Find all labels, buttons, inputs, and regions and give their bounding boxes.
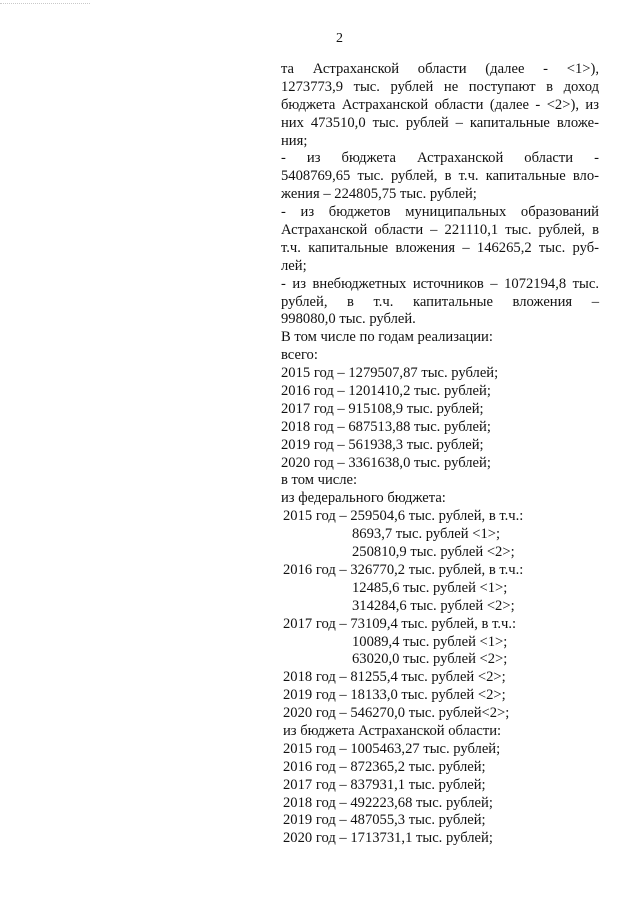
text-line: всего: (281, 347, 318, 364)
text-line: В том числе по годам реализации: (281, 329, 493, 346)
text-line: бюджета Астраханской области (далее - <2>), из (281, 96, 599, 113)
text-line: 2016 год – 1201410,2 тыс. рублей; (281, 383, 491, 400)
text-line: 10089,4 тыс. рублей <1>; (352, 633, 508, 650)
text-line: 1273773,9 тыс. рублей не поступают в доход (281, 78, 599, 95)
text-line: Астраханской области – 221110,1 тыс. рублей, в (281, 222, 599, 239)
text-line: из федерального бюджета: (281, 490, 446, 507)
text-line: та Астраханской области (далее - <1>), (281, 61, 599, 77)
text-line: 250810,9 тыс. рублей <2>; (352, 544, 515, 561)
page-number: 2 (336, 31, 343, 46)
text-line: 8693,7 тыс. рублей <1>; (352, 526, 501, 543)
text-line: жения – 224805,75 тыс. рублей; (281, 186, 477, 203)
text-line: - из внебюджетных источников – 1072194,8 тыс. (281, 275, 599, 292)
text-line: 2020 год – 3361638,0 тыс. рублей; (281, 454, 491, 471)
text-line: 2016 год – 872365,2 тыс. рублей; (283, 758, 486, 775)
text-line: 998080,0 тыс. рублей. (281, 311, 416, 328)
text-line: 2018 год – 81255,4 тыс. рублей <2>; (283, 669, 506, 686)
text-line: в том числе: (281, 472, 358, 489)
text-line: рублей, в т.ч. капитальные вложения – (281, 293, 599, 310)
text-line: них 473510,0 тыс. рублей – капитальные вложе- (281, 114, 599, 131)
text-line: 2020 год – 1713731,1 тыс. рублей; (283, 830, 493, 847)
text-line: 2017 год – 837931,1 тыс. рублей; (283, 776, 486, 793)
text-line: 2018 год – 687513,88 тыс. рублей; (281, 418, 491, 435)
text-line: 5408769,65 тыс. рублей, в т.ч. капитальные вло- (281, 168, 599, 185)
text-line: 2020 год – 546270,0 тыс. рублей<2>; (283, 705, 510, 722)
text-line: ния; (281, 132, 308, 149)
text-line: 314284,6 тыс. рублей <2>; (352, 597, 515, 614)
text-line: - из бюджетов муниципальных образований (281, 204, 599, 221)
text-line: 63020,0 тыс. рублей <2>; (352, 651, 508, 668)
text-line: 12485,6 тыс. рублей <1>; (352, 579, 508, 596)
scan-artifact-line (0, 3, 90, 4)
text-line: 2016 год – 326770,2 тыс. рублей, в т.ч.: (283, 561, 524, 578)
text-line: 2015 год – 259504,6 тыс. рублей, в т.ч.: (283, 508, 524, 525)
text-line: - из бюджета Астраханской области - (281, 150, 599, 167)
text-line: из бюджета Астраханской области: (283, 722, 502, 739)
text-line: 2018 год – 492223,68 тыс. рублей; (283, 794, 493, 811)
text-line: 2015 год – 1005463,27 тыс. рублей; (283, 740, 501, 757)
text-line: 2019 год – 487055,3 тыс. рублей; (283, 812, 486, 829)
text-line: 2019 год – 561938,3 тыс. рублей; (281, 436, 484, 453)
text-line: 2015 год – 1279507,87 тыс. рублей; (281, 365, 499, 382)
text-line: 2019 год – 18133,0 тыс. рублей <2>; (283, 687, 506, 704)
text-line: 2017 год – 73109,4 тыс. рублей, в т.ч.: (283, 615, 517, 632)
text-line: лей; (281, 257, 307, 274)
text-line: т.ч. капитальные вложения – 146265,2 тыс. руб- (281, 239, 599, 256)
text-line: 2017 год – 915108,9 тыс. рублей; (281, 400, 484, 417)
text-column (281, 61, 599, 848)
